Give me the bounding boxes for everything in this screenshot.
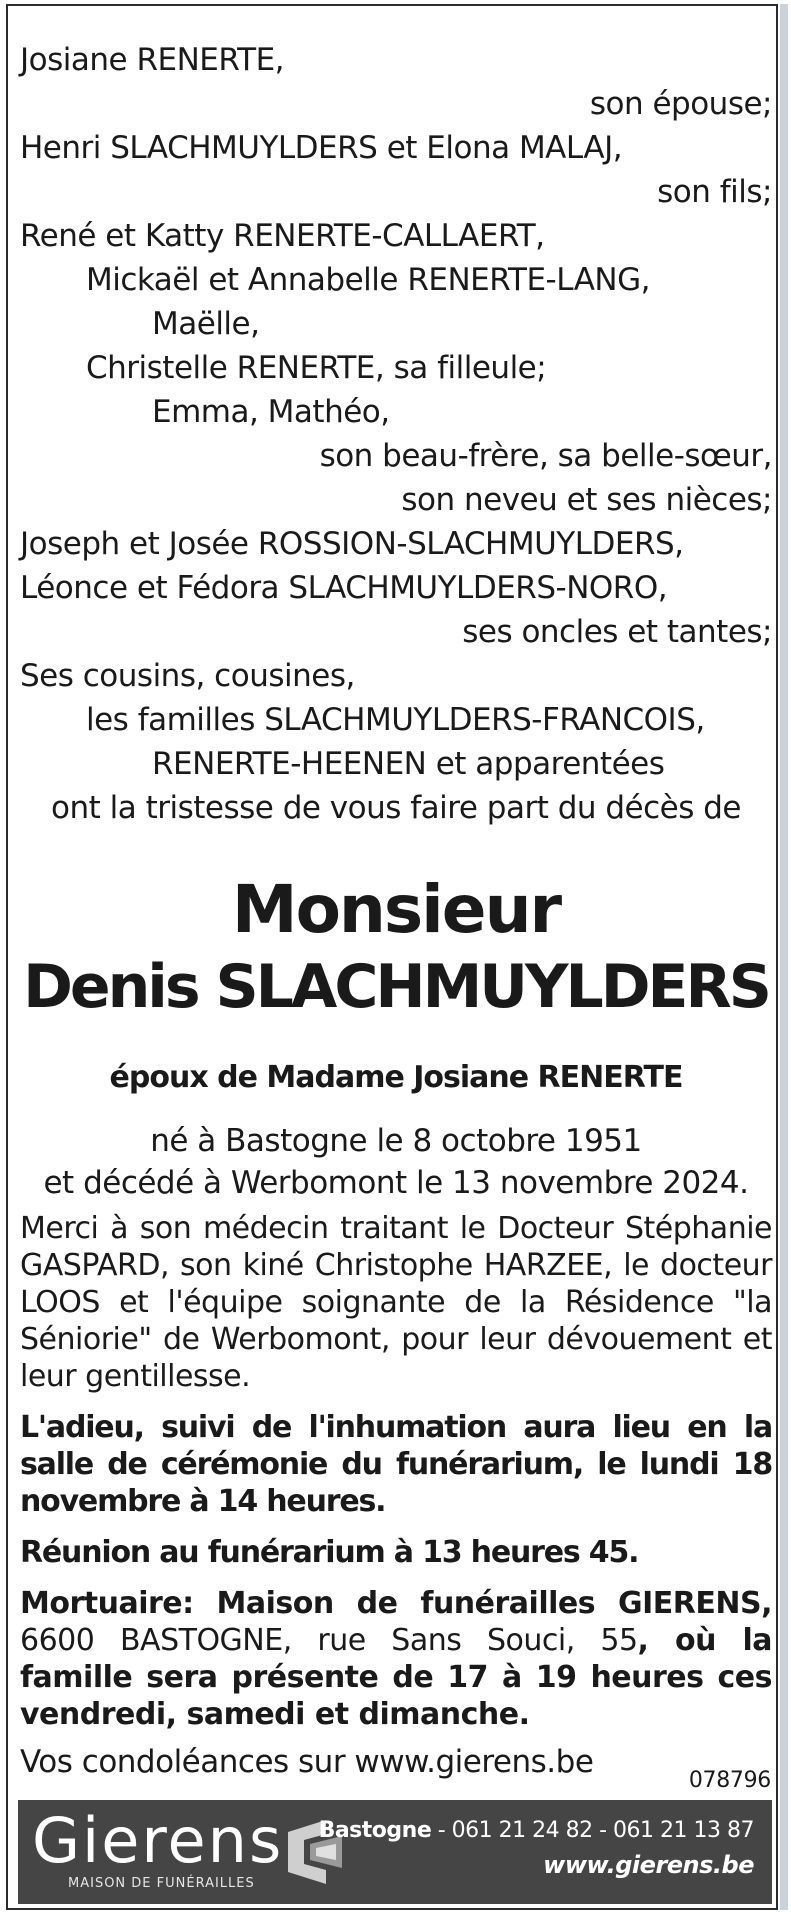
contact-info [319,1818,754,1879]
mortuary-address: 6600 BASTOGNE, rue Sans Souci, 55 [20,1623,638,1658]
spouse-line: époux de Madame Josiane RENERTE [109,1060,683,1095]
mortuary-paragraph [20,1585,772,1733]
birth-line: né à Bastogne le 8 octobre 1951 [150,1123,642,1159]
side-strip [780,4,788,1910]
family-line: ont la tristesse de vous faire part du décès de [50,790,741,826]
meeting-paragraph: Réunion au funérarium à 13 heures 45. [20,1535,639,1570]
funeral-home-footer [18,1800,772,1904]
death-line: et décédé à Werbomont le 13 novembre 2024. [43,1165,749,1201]
mortuary-label: Mortuaire: Maison de funérailles GIERENS, [20,1586,772,1621]
logo-subtitle: MAISON DE FUNÉRAILLES [68,1876,255,1891]
family-line: son neveu et ses nièces; [401,482,772,518]
family-line: Léonce et Fédora SLACHMUYLDERS-NORO, [20,570,668,606]
family-line: RENERTE-HEENEN et apparentées [152,746,665,782]
family-line: son fils; [657,174,772,210]
family-line: Ses cousins, cousines, [20,658,355,694]
thanks-paragraph: Merci à son médecin traitant le Docteur Stéphanie GASPARD, son kiné Christophe HARZEE, le docteur LOOS et l'équipe soignante de la Résidence "la Séniorie" de Werbomont, pour leur dévouement et leur gentillesse. [20,1211,772,1394]
family-line: Maëlle, [152,306,260,342]
contact-town: Bastogne [318,1818,432,1843]
website-link[interactable]: www.gierens.be [543,1851,754,1879]
dates-block [20,1120,772,1204]
family-line: Christelle RENERTE, sa filleule; [86,350,547,386]
mortuary-presence: , où la famille sera présente de 17 à 19 heures ces vendredi, samedi et dimanche. [20,1623,772,1732]
family-line: Joseph et Josée ROSSION-SLACHMUYLDERS, [20,526,684,562]
deceased-name-block [20,870,772,1024]
family-line: Henri SLACHMUYLDERS et Elona MALAJ, [20,130,623,166]
ceremony-paragraph: L'adieu, suivi de l'inhumation aura lieu en la salle de cérémonie du funérarium, le lundi 18 novembre à 14 heures. [20,1410,772,1519]
family-line: Josiane RENERTE, [20,42,285,78]
family-line: Emma, Mathéo, [152,394,390,430]
obituary-content [20,38,772,1783]
family-line: les familles SLACHMUYLDERS-FRANCOIS, [86,702,705,738]
honorific: Monsieur [231,871,561,948]
reference-number: 078796 [688,1768,771,1793]
family-line: son beau-frère, sa belle-sœur, [319,438,772,474]
family-line: René et Katty RENERTE-CALLAERT, [20,218,545,254]
family-line: son épouse; [589,86,772,122]
condolences-line: Vos condoléances sur www.gierens.be [20,1744,594,1780]
contact-phones: - 061 21 24 82 - 061 21 13 87 [431,1818,754,1843]
family-list [20,38,772,830]
family-line: ses oncles et tantes; [462,614,772,650]
family-line: Mickaël et Annabelle RENERTE-LANG, [86,262,650,298]
deceased-name: Denis SLACHMUYLDERS [23,952,769,1022]
gierens-logo: Gierens [32,1804,284,1877]
